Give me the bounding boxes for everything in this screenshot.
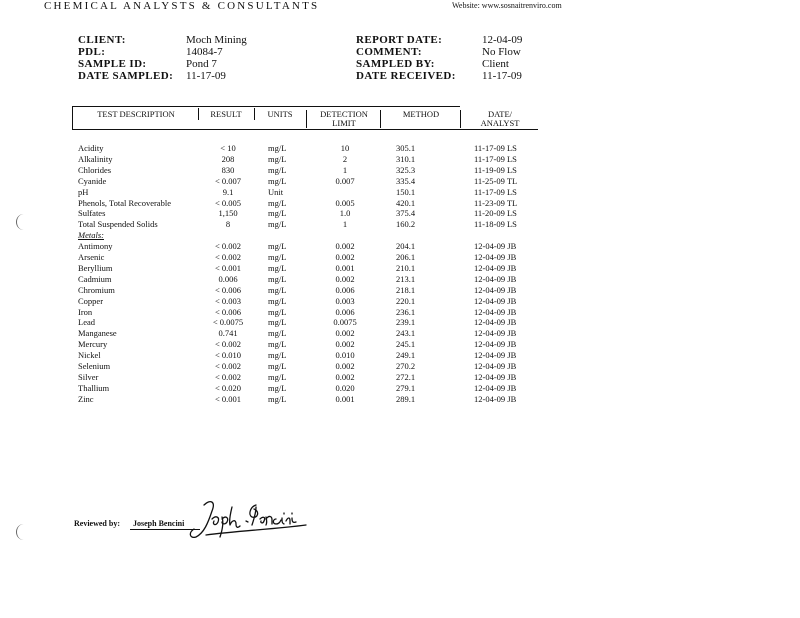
detection-limit-value: 0.002 bbox=[335, 339, 355, 350]
detection-limit-value: 0.002 bbox=[335, 273, 355, 284]
method-value: 206.1 bbox=[396, 252, 416, 262]
test-description: Antimony bbox=[78, 241, 113, 252]
table-row bbox=[0, 317, 800, 328]
test-description: Chromium bbox=[78, 284, 115, 295]
result-value: < 0.002 bbox=[214, 339, 242, 350]
units-value: mg/L bbox=[268, 208, 287, 219]
date-analyst-value: 12-04-09 JB bbox=[474, 273, 517, 284]
date-analyst-value: 12-04-09 JB bbox=[474, 252, 517, 262]
reviewer-name: Joseph Bencini bbox=[133, 519, 185, 528]
detection-limit-value: 2 bbox=[342, 153, 348, 164]
result-value: < 0.020 bbox=[214, 382, 242, 393]
table-row bbox=[0, 285, 800, 296]
result-value: < 0.003 bbox=[214, 295, 242, 306]
date-analyst-value: 12-04-09 JB bbox=[474, 284, 517, 295]
col-units: UNITS bbox=[267, 109, 293, 119]
detection-limit-value: 1 bbox=[342, 164, 348, 175]
method-value: 270.2 bbox=[396, 361, 416, 371]
method-value: 218.1 bbox=[396, 284, 416, 295]
detection-limit-value: 0.003 bbox=[335, 295, 355, 306]
test-description: Alkalinity bbox=[78, 153, 113, 164]
detection-limit-value: 0.002 bbox=[335, 361, 355, 371]
report-date-label: REPORT DATE: bbox=[356, 34, 443, 46]
result-value: 8 bbox=[225, 219, 231, 230]
date-analyst-value: 12-04-09 JB bbox=[474, 339, 517, 350]
test-description: Chlorides bbox=[78, 164, 112, 175]
table-row bbox=[0, 274, 800, 285]
table-row bbox=[0, 350, 800, 361]
result-value: < 0.001 bbox=[214, 393, 242, 404]
method-value: 204.1 bbox=[396, 241, 416, 252]
units-value: mg/L bbox=[268, 273, 287, 284]
detection-limit-value: 0.001 bbox=[335, 393, 355, 404]
col-divider bbox=[254, 108, 255, 120]
table-row bbox=[0, 208, 800, 219]
method-value: 375.4 bbox=[396, 208, 416, 219]
result-value: < 0.010 bbox=[214, 350, 242, 361]
result-value: 9.1 bbox=[222, 186, 234, 197]
method-value: 239.1 bbox=[396, 317, 416, 328]
detection-limit-value: 0.005 bbox=[335, 197, 355, 208]
binder-hole-mark bbox=[16, 214, 31, 230]
units-value: mg/L bbox=[268, 339, 287, 350]
result-value: < 0.002 bbox=[214, 361, 242, 371]
detection-limit-value: 1 bbox=[342, 219, 348, 230]
table-row bbox=[0, 219, 800, 230]
units-value: mg/L bbox=[268, 393, 287, 404]
table-row bbox=[0, 198, 800, 209]
result-value: < 0.002 bbox=[214, 371, 242, 382]
test-description: Cyanide bbox=[78, 175, 107, 186]
result-value: 0.006 bbox=[218, 273, 238, 284]
test-description: Total Suspended Solids bbox=[78, 219, 158, 230]
table-row bbox=[0, 328, 800, 339]
client-value: Moch Mining bbox=[186, 34, 247, 46]
result-value: 1,150 bbox=[218, 208, 238, 219]
result-value: 830 bbox=[221, 164, 235, 175]
detection-limit-value: 0.002 bbox=[335, 252, 355, 262]
method-value: 289.1 bbox=[396, 393, 416, 404]
units-value: mg/L bbox=[268, 153, 287, 164]
method-value: 160.2 bbox=[396, 219, 416, 230]
date-analyst-value: 11-18-09 LS bbox=[474, 219, 517, 230]
sample-id-value: Pond 7 bbox=[186, 58, 217, 70]
date-analyst-value: 12-04-09 JB bbox=[474, 371, 517, 382]
test-description: Selenium bbox=[78, 361, 111, 371]
pdl-value: 14084-7 bbox=[186, 46, 223, 58]
test-description: pH bbox=[78, 186, 89, 197]
table-row bbox=[0, 176, 800, 187]
col-test-description: TEST DESCRIPTION bbox=[97, 109, 175, 119]
detection-limit-value: 0.002 bbox=[335, 371, 355, 382]
test-description: Beryllium bbox=[78, 262, 113, 273]
units-value: mg/L bbox=[268, 361, 287, 371]
date-analyst-value: 12-04-09 JB bbox=[474, 361, 517, 371]
test-description: Lead bbox=[78, 317, 95, 328]
client-label: CLIENT: bbox=[78, 34, 126, 46]
table-row bbox=[0, 154, 800, 165]
date-analyst-value: 12-04-09 JB bbox=[474, 328, 517, 339]
result-value: < 10 bbox=[220, 143, 236, 153]
table-row bbox=[0, 307, 800, 318]
method-value: 220.1 bbox=[396, 295, 416, 306]
result-value: 208 bbox=[221, 153, 235, 164]
col-date-analyst: DATE/ bbox=[487, 109, 513, 119]
result-value: < 0.001 bbox=[214, 262, 242, 273]
method-value: 150.1 bbox=[396, 186, 416, 197]
units-value: mg/L bbox=[268, 197, 287, 208]
col-divider bbox=[198, 108, 199, 120]
report-date-value: 12-04-09 bbox=[482, 34, 523, 46]
detection-limit-value: 0.020 bbox=[335, 382, 355, 393]
detection-limit-value: 0.010 bbox=[335, 350, 355, 361]
comment-label: COMMENT: bbox=[356, 46, 422, 58]
detection-limit-value: 0.002 bbox=[335, 241, 355, 252]
result-value: < 0.002 bbox=[214, 252, 242, 262]
result-value: < 0.005 bbox=[214, 197, 242, 208]
units-value: mg/L bbox=[268, 262, 287, 273]
date-analyst-value: 12-04-09 JB bbox=[474, 241, 517, 252]
method-value: 210.1 bbox=[396, 262, 416, 273]
date-analyst-value: 11-17-09 LS bbox=[474, 143, 517, 153]
col-method: METHOD bbox=[402, 109, 440, 119]
units-value: mg/L bbox=[268, 241, 287, 252]
test-description: Manganese bbox=[78, 328, 117, 339]
company-name: CHEMICAL ANALYSTS & CONSULTANTS bbox=[44, 0, 320, 12]
test-description: Phenols, Total Recoverable bbox=[78, 197, 171, 208]
detection-limit-value: 0.006 bbox=[335, 284, 355, 295]
table-row bbox=[0, 339, 800, 350]
method-value: 245.1 bbox=[396, 339, 416, 350]
date-analyst-value: 12-04-09 JB bbox=[474, 317, 517, 328]
col-divider bbox=[380, 110, 381, 128]
date-sampled-label: DATE SAMPLED: bbox=[78, 70, 174, 82]
method-value: 213.1 bbox=[396, 273, 416, 284]
date-sampled-value: 11-17-09 bbox=[186, 70, 226, 82]
detection-limit-value: 0.001 bbox=[335, 262, 355, 273]
pdl-label: PDL: bbox=[78, 46, 106, 58]
method-value: 279.1 bbox=[396, 382, 416, 393]
date-received-value: 11-17-09 bbox=[482, 70, 522, 82]
date-analyst-value: 12-04-09 JB bbox=[474, 306, 517, 317]
table-row bbox=[0, 394, 800, 405]
test-description: Zinc bbox=[78, 393, 94, 404]
units-value: mg/L bbox=[268, 164, 287, 175]
date-analyst-value: 12-04-09 JB bbox=[474, 262, 517, 273]
table-row bbox=[0, 187, 800, 198]
test-description: Arsenic bbox=[78, 252, 105, 262]
table-row bbox=[0, 361, 800, 372]
result-value: < 0.002 bbox=[214, 241, 242, 252]
units-value: mg/L bbox=[268, 306, 287, 317]
test-description: Nickel bbox=[78, 350, 101, 361]
result-value: < 0.006 bbox=[214, 284, 242, 295]
result-value: < 0.007 bbox=[214, 175, 242, 186]
units-value: mg/L bbox=[268, 175, 287, 186]
units-value: mg/L bbox=[268, 295, 287, 306]
col-date-analyst-2: ANALYST bbox=[480, 118, 520, 128]
detection-limit-value: 10 bbox=[340, 143, 350, 153]
units-value: mg/L bbox=[268, 219, 287, 230]
table-top-rule bbox=[72, 106, 460, 107]
sample-id-label: SAMPLE ID: bbox=[78, 58, 147, 70]
table-left-rule bbox=[72, 106, 73, 130]
detection-limit-value: 1.0 bbox=[339, 208, 351, 219]
method-value: 335.4 bbox=[396, 175, 416, 186]
metals-section-label: Metals: bbox=[78, 230, 104, 241]
test-description: Mercury bbox=[78, 339, 108, 350]
units-value: mg/L bbox=[268, 252, 287, 262]
reviewed-by-label: Reviewed by: bbox=[74, 519, 120, 528]
signature-image bbox=[186, 497, 310, 541]
table-row bbox=[0, 263, 800, 274]
test-description: Iron bbox=[78, 306, 93, 317]
comment-value: No Flow bbox=[482, 46, 521, 58]
method-value: 325.3 bbox=[396, 164, 416, 175]
detection-limit-value: 0.002 bbox=[335, 328, 355, 339]
date-analyst-value: 12-04-09 JB bbox=[474, 382, 517, 393]
result-value: < 0.006 bbox=[214, 306, 242, 317]
test-description: Silver bbox=[78, 371, 99, 382]
col-detection-limit-2: LIMIT bbox=[332, 118, 356, 128]
date-analyst-value: 11-25-09 TL bbox=[474, 175, 518, 186]
table-row bbox=[0, 143, 800, 154]
detection-limit-value: 0.0075 bbox=[333, 317, 357, 328]
col-result: RESULT bbox=[210, 109, 242, 119]
date-analyst-value: 11-23-09 TL bbox=[474, 197, 518, 208]
date-analyst-value: 12-04-09 JB bbox=[474, 350, 517, 361]
test-description: Sulfates bbox=[78, 208, 106, 219]
method-value: 243.1 bbox=[396, 328, 416, 339]
method-value: 310.1 bbox=[396, 153, 416, 164]
units-value: mg/L bbox=[268, 284, 287, 295]
table-row bbox=[0, 296, 800, 307]
method-value: 236.1 bbox=[396, 306, 416, 317]
detection-limit-value: 0.006 bbox=[335, 306, 355, 317]
units-value: mg/L bbox=[268, 143, 287, 153]
result-value: 0.741 bbox=[218, 328, 238, 339]
method-value: 420.1 bbox=[396, 197, 416, 208]
col-divider bbox=[460, 110, 461, 128]
table-row bbox=[0, 383, 800, 394]
method-value: 305.1 bbox=[396, 143, 416, 153]
units-value: mg/L bbox=[268, 350, 287, 361]
detection-limit-value: 0.007 bbox=[335, 175, 355, 186]
result-value: < 0.0075 bbox=[212, 317, 244, 328]
date-analyst-value: 11-20-09 LS bbox=[474, 208, 517, 219]
website-text: Website: www.sosnaitrenviro.com bbox=[452, 1, 562, 10]
test-description: Thallium bbox=[78, 382, 110, 393]
sampled-by-label: SAMPLED BY: bbox=[356, 58, 435, 70]
table-row bbox=[0, 241, 800, 252]
table-bottom-rule bbox=[72, 129, 538, 130]
test-description: Copper bbox=[78, 295, 104, 306]
date-received-label: DATE RECEIVED: bbox=[356, 70, 456, 82]
table-row bbox=[0, 252, 800, 263]
units-value: mg/L bbox=[268, 382, 287, 393]
units-value: mg/L bbox=[268, 371, 287, 382]
date-analyst-value: 11-19-09 LS bbox=[474, 164, 517, 175]
col-detection-limit: DETECTION bbox=[320, 109, 368, 119]
method-value: 249.1 bbox=[396, 350, 416, 361]
units-value: mg/L bbox=[268, 328, 287, 339]
sampled-by-value: Client bbox=[482, 58, 509, 70]
units-value: Unit bbox=[268, 186, 284, 197]
col-divider bbox=[306, 110, 307, 128]
binder-hole-mark bbox=[16, 524, 31, 540]
date-analyst-value: 11-17-09 LS bbox=[474, 186, 517, 197]
table-row bbox=[0, 165, 800, 176]
table-row bbox=[0, 372, 800, 383]
test-description: Acidity bbox=[78, 143, 104, 153]
method-value: 272.1 bbox=[396, 371, 416, 382]
units-value: mg/L bbox=[268, 317, 287, 328]
test-description: Cadmium bbox=[78, 273, 112, 284]
date-analyst-value: 12-04-09 JB bbox=[474, 295, 517, 306]
date-analyst-value: 12-04-09 JB bbox=[474, 393, 517, 404]
date-analyst-value: 11-17-09 LS bbox=[474, 153, 517, 164]
